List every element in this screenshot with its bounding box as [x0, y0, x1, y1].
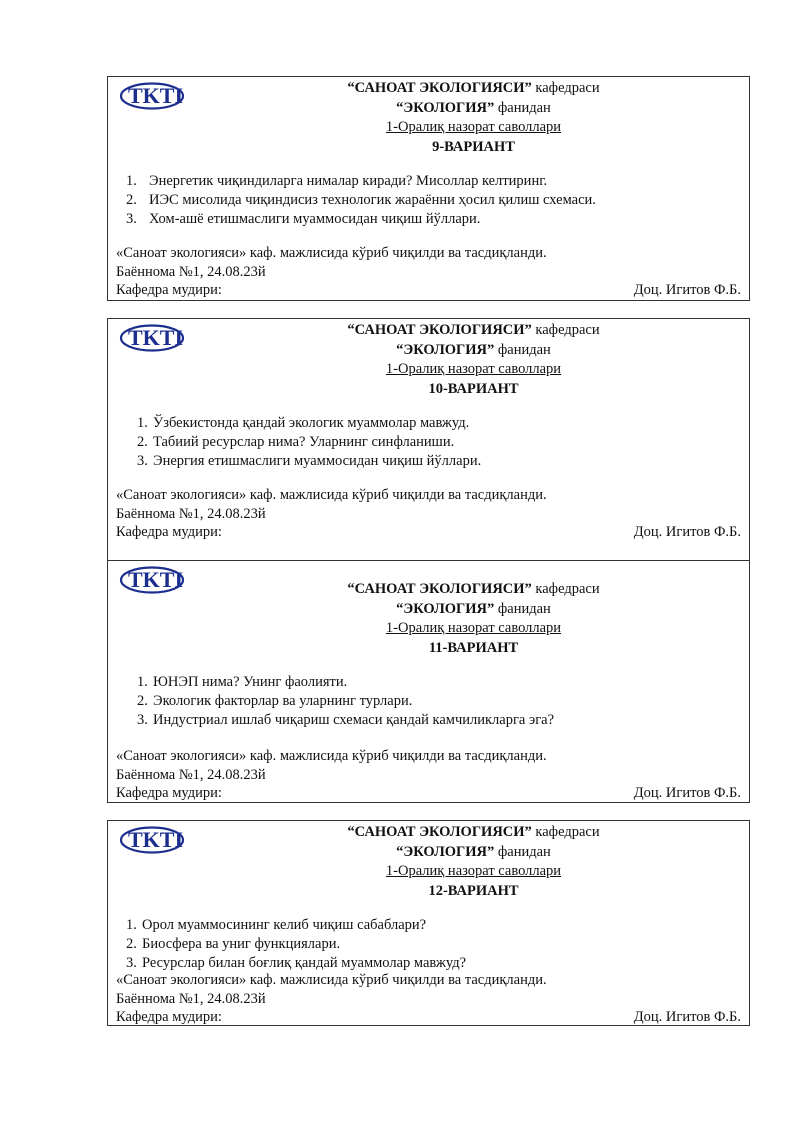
- variant-title: 11-ВАРИАНТ: [428, 639, 519, 656]
- question-number: 1.: [126, 173, 137, 189]
- variant-title: 12-ВАРИАНТ: [428, 882, 519, 899]
- variant-card-12: [107, 820, 750, 1026]
- question-text: Индустриал ишлаб чиқариш схемаси қандай камчиликларга эга?: [153, 712, 555, 728]
- tkti-logo: [116, 322, 200, 352]
- card-footer: [116, 971, 741, 1027]
- head-name: Доц. Игитов Ф.Б.: [633, 282, 741, 298]
- variant-card-9: [107, 76, 750, 301]
- question-list: [126, 916, 466, 973]
- question-text: Биосфера ва униг функциялари.: [142, 936, 341, 952]
- subject-name: “ЭКОЛОГИЯ”: [396, 99, 495, 116]
- variant-card-10: [107, 318, 750, 561]
- card-header: [198, 580, 749, 658]
- question-item: [126, 935, 466, 954]
- card-header: [198, 79, 749, 157]
- question-number: 2.: [126, 936, 137, 952]
- question-item: [126, 210, 596, 229]
- subject-name: “ЭКОЛОГИЯ”: [396, 600, 495, 617]
- subtitle: 1-Оралиқ назорат саволлари: [385, 119, 562, 135]
- question-item: [126, 172, 596, 191]
- question-text: Орол муаммосининг келиб чиқиш сабаблари?: [142, 917, 427, 933]
- dept-suffix: кафедраси: [535, 581, 600, 597]
- dept-suffix: кафедраси: [535, 80, 600, 96]
- question-text: ЮНЭП нима? Унинг фаолияти.: [153, 674, 348, 690]
- card-footer: [116, 244, 741, 300]
- card-footer: [116, 747, 741, 803]
- question-item: [137, 433, 481, 452]
- protocol-text: Баённома №1, 24.08.23й: [116, 505, 266, 522]
- dept-name: “САНОАТ ЭКОЛОГИЯСИ”: [347, 322, 532, 338]
- dept-suffix: кафедраси: [535, 824, 600, 840]
- head-name: Доц. Игитов Ф.Б.: [633, 524, 741, 540]
- card-footer: [116, 486, 741, 542]
- subject-name: “ЭКОЛОГИЯ”: [396, 341, 495, 358]
- question-text: Экологик факторлар ва уларнинг турлари.: [153, 693, 413, 709]
- question-number: 1.: [137, 415, 148, 431]
- question-number: 3.: [137, 712, 148, 728]
- head-label: Кафедра мудири:: [116, 1009, 222, 1025]
- logo-text: TKTI: [128, 567, 184, 592]
- question-list: [126, 172, 596, 229]
- head-name: Доц. Игитов Ф.Б.: [633, 785, 741, 801]
- logo-text: TKTI: [128, 325, 184, 350]
- dept-name: “САНОАТ ЭКОЛОГИЯСИ”: [347, 80, 532, 96]
- question-text: Ўзбекистонда қандай экологик муаммолар мавжуд.: [153, 415, 470, 431]
- tkti-logo: [116, 80, 200, 110]
- question-number: 1.: [137, 674, 148, 690]
- question-number: 3.: [137, 453, 148, 469]
- approval-text: «Саноат экологияси» каф. мажлисида кўриб чиқилди ва тасдиқланди.: [116, 245, 547, 261]
- subtitle: 1-Оралиқ назорат саволлари: [385, 620, 562, 636]
- dept-name: “САНОАТ ЭКОЛОГИЯСИ”: [347, 824, 532, 840]
- question-number: 3.: [126, 211, 137, 227]
- subtitle: 1-Оралиқ назорат саволлари: [385, 863, 562, 879]
- logo-text: TKTI: [128, 83, 184, 108]
- question-list: [137, 673, 554, 730]
- question-number: 1.: [126, 917, 137, 933]
- subtitle: 1-Оралиқ назорат саволлари: [385, 361, 562, 377]
- head-name: Доц. Игитов Ф.Б.: [633, 1009, 741, 1025]
- subject-suffix: фанидан: [497, 341, 551, 358]
- question-item: [137, 414, 481, 433]
- protocol-text: Баённома №1, 24.08.23й: [116, 263, 266, 280]
- tkti-logo: [116, 824, 200, 854]
- subject-suffix: фанидан: [497, 600, 551, 617]
- question-list: [137, 414, 481, 471]
- question-text: Табиий ресурслар нима? Уларнинг синфланиши.: [153, 434, 455, 450]
- question-number: 2.: [126, 192, 137, 208]
- card-header: [198, 321, 749, 399]
- approval-text: «Саноат экологияси» каф. мажлисида кўриб чиқилди ва тасдиқланди.: [116, 748, 547, 764]
- head-label: Кафедра мудири:: [116, 282, 222, 298]
- question-item: [126, 191, 596, 210]
- tkti-logo: [116, 564, 200, 594]
- approval-text: «Саноат экологияси» каф. мажлисида кўриб чиқилди ва тасдиқланди.: [116, 972, 547, 988]
- variant-title: 9-ВАРИАНТ: [432, 138, 515, 155]
- question-text: Энергетик чиқиндиларга нималар киради? Мисоллар келтиринг.: [149, 173, 548, 189]
- question-number: 3.: [126, 955, 137, 971]
- head-label: Кафедра мудири:: [116, 785, 222, 801]
- logo-text: TKTI: [128, 827, 184, 852]
- question-item: [137, 673, 554, 692]
- question-item: [137, 711, 554, 730]
- card-header: [198, 823, 749, 901]
- protocol-text: Баённома №1, 24.08.23й: [116, 766, 266, 783]
- question-text: Энергия етишмаслиги муаммосидан чиқиш йўллари.: [153, 453, 482, 469]
- dept-suffix: кафедраси: [535, 322, 600, 338]
- subject-suffix: фанидан: [497, 99, 551, 116]
- question-item: [126, 916, 466, 935]
- question-item: [137, 452, 481, 471]
- variant-title: 10-ВАРИАНТ: [428, 380, 519, 397]
- subject-name: “ЭКОЛОГИЯ”: [396, 843, 495, 860]
- question-number: 2.: [137, 434, 148, 450]
- question-text: Хом-ашё етишмаслиги муаммосидан чиқиш йўллари.: [149, 211, 481, 227]
- question-number: 2.: [137, 693, 148, 709]
- dept-name: “САНОАТ ЭКОЛОГИЯСИ”: [347, 581, 532, 597]
- protocol-text: Баённома №1, 24.08.23й: [116, 990, 266, 1007]
- variant-card-11: [107, 560, 750, 803]
- subject-suffix: фанидан: [497, 843, 551, 860]
- question-item: [137, 692, 554, 711]
- question-text: ИЭС мисолида чиқиндисиз технологик жараённи ҳосил қилиш схемаси.: [149, 192, 596, 208]
- approval-text: «Саноат экологияси» каф. мажлисида кўриб чиқилди ва тасдиқланди.: [116, 487, 547, 503]
- question-text: Ресурслар билан боғлиқ қандай муаммолар мавжуд?: [142, 955, 467, 971]
- head-label: Кафедра мудири:: [116, 524, 222, 540]
